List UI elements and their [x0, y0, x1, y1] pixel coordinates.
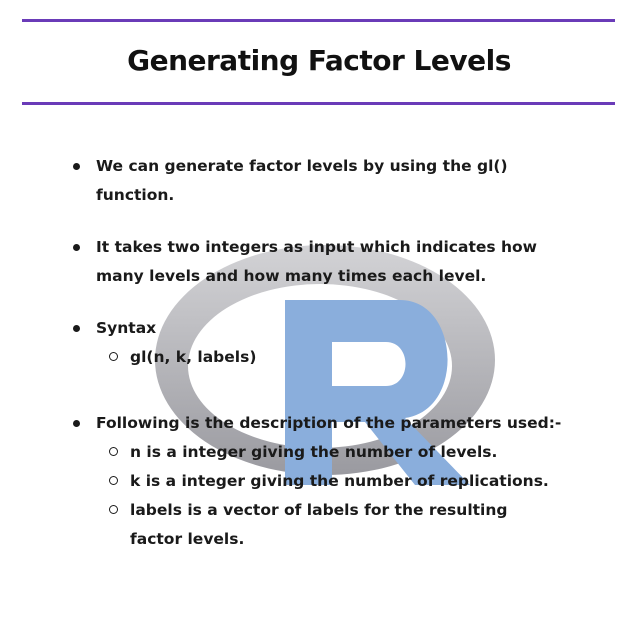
bullet-list: [60, 152, 590, 554]
bullet-item: We can generate factor levels by using the gl() function.: [60, 152, 590, 210]
slide-title: Generating Factor Levels: [127, 44, 511, 77]
sub-bullet-item: gl(n, k, labels): [60, 343, 590, 372]
bullet-item: Following is the description of the parameters used:-: [60, 409, 590, 438]
bullet-item: It takes two integers as input which indicates how many levels and how many times each level.: [60, 233, 590, 291]
bullet-item: Syntax: [60, 314, 590, 343]
top-divider: [22, 19, 615, 22]
sub-bullet-item: k is a integer giving the number of replications.: [60, 467, 590, 496]
bottom-divider: [22, 102, 615, 105]
sub-bullet-item: labels is a vector of labels for the resulting factor levels.: [60, 496, 590, 554]
sub-bullet-item: n is a integer giving the number of levels.: [60, 438, 590, 467]
